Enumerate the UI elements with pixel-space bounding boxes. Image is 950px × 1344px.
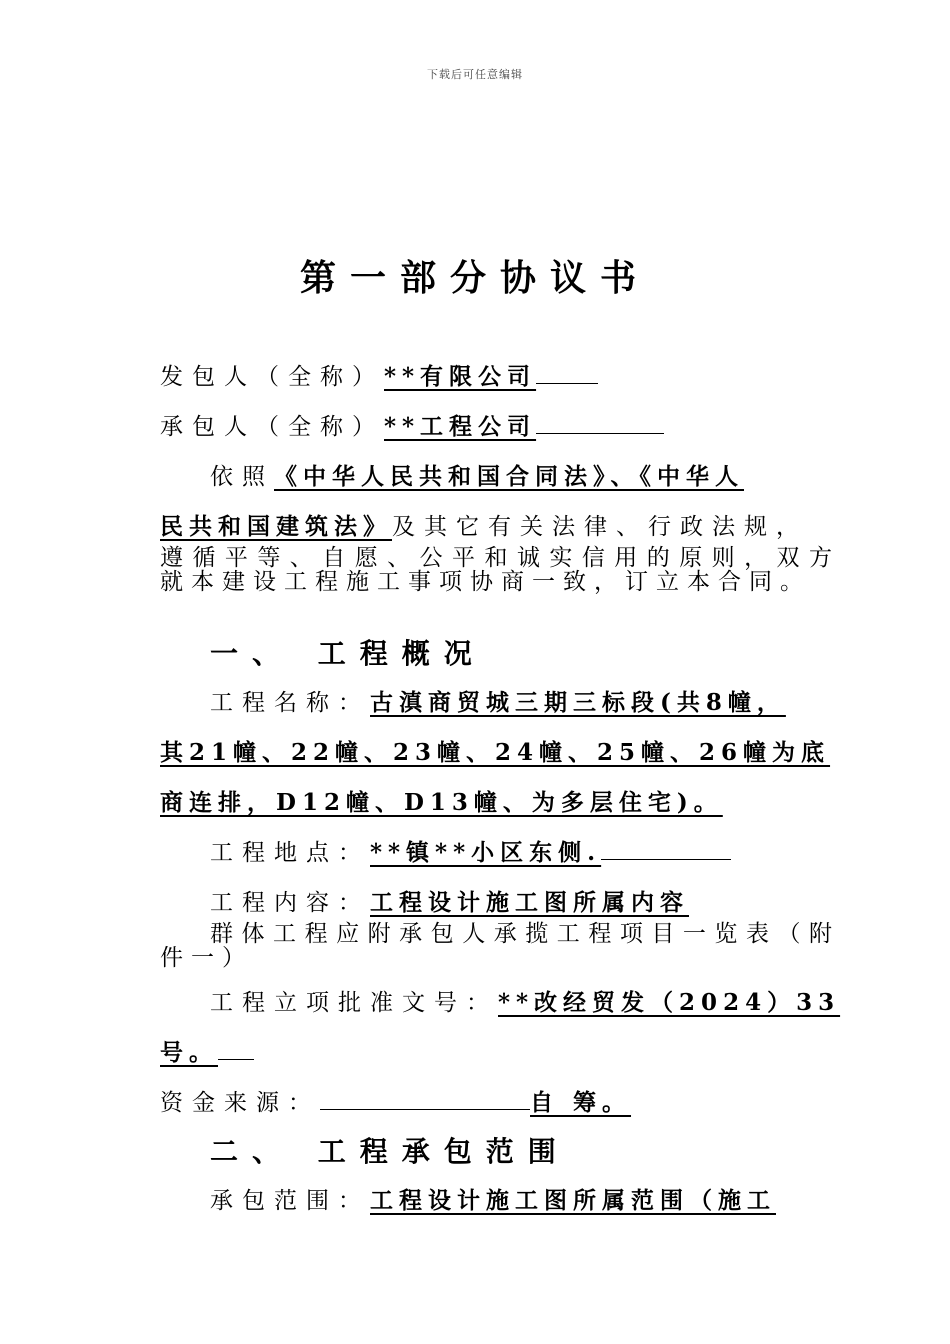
basis-line-2 xyxy=(160,508,808,541)
section2-heading: 二、 工程承包范围 xyxy=(210,1135,570,1168)
approval-line-1 xyxy=(210,984,840,1017)
contractor-value: **工程公司 xyxy=(384,413,537,440)
location-label: 工程地点： xyxy=(210,840,370,866)
project-name-value-3: 商连排，D12幢、D13幢、为多层住宅)。 xyxy=(160,789,723,816)
project-name-line-1 xyxy=(210,684,786,717)
basis-line-1 xyxy=(210,458,744,491)
section1-heading: 一、 工程概况 xyxy=(210,637,486,670)
scope-label: 承包范围： xyxy=(210,1188,370,1214)
basis-rest-1: 及其它有关法律、行政法规， xyxy=(392,514,808,540)
approval-line-2 xyxy=(160,1034,254,1067)
group-note: 群体工程应附承包人承揽工程项目一览表（附件一） xyxy=(160,921,840,971)
document-title: 第一部分协议书 xyxy=(299,257,650,299)
employer-value: **有限公司 xyxy=(384,363,537,390)
approval-value-2: 号。 xyxy=(160,1039,218,1066)
approval-value-1: **改经贸发（2024）33 xyxy=(498,989,841,1016)
basis-lead: 依照 xyxy=(210,464,274,490)
location-value: **镇**小区东侧. xyxy=(370,839,602,866)
project-name-line-2 xyxy=(160,734,830,767)
scope-line xyxy=(210,1182,776,1215)
content-line xyxy=(210,884,689,917)
funding-blank xyxy=(320,1089,530,1110)
contractor-label: 承包人（全称） xyxy=(160,414,384,440)
project-name-label: 工程名称： xyxy=(210,690,370,716)
funding-value: 自 筹。 xyxy=(530,1089,632,1116)
approval-label: 工程立项批准文号： xyxy=(210,990,498,1016)
basis-paragraph: 遵循平等、自愿、公平和诚实信用的原则，双方就本建设工程施工事项协商一致，订立本合同。 xyxy=(160,545,840,595)
funding-line xyxy=(160,1084,631,1117)
contractor-blank xyxy=(536,413,664,434)
employer-blank xyxy=(536,363,598,384)
location-line xyxy=(210,834,731,867)
project-name-value-1: 古滇商贸城三期三标段(共8幢， xyxy=(370,689,786,716)
content-label: 工程内容： xyxy=(210,890,370,916)
project-name-line-3 xyxy=(160,784,723,817)
contractor-line xyxy=(160,408,664,441)
employer-label: 发包人（全称） xyxy=(160,364,384,390)
basis-law-part1: 《中华人民共和国合同法》、《中华人 xyxy=(274,463,744,490)
content-value: 工程设计施工图所属内容 xyxy=(370,889,689,916)
scope-value: 工程设计施工图所属范围（施工 xyxy=(370,1187,776,1214)
approval-blank xyxy=(218,1039,254,1060)
basis-law-part2: 民共和国建筑法》 xyxy=(160,513,392,540)
location-blank xyxy=(601,839,731,860)
project-name-value-2: 其21幢、22幢、23幢、24幢、25幢、26幢为底 xyxy=(160,739,831,766)
employer-line xyxy=(160,358,598,391)
header-note: 下载后可任意编辑 xyxy=(427,68,523,81)
funding-label: 资金来源： xyxy=(160,1090,320,1116)
